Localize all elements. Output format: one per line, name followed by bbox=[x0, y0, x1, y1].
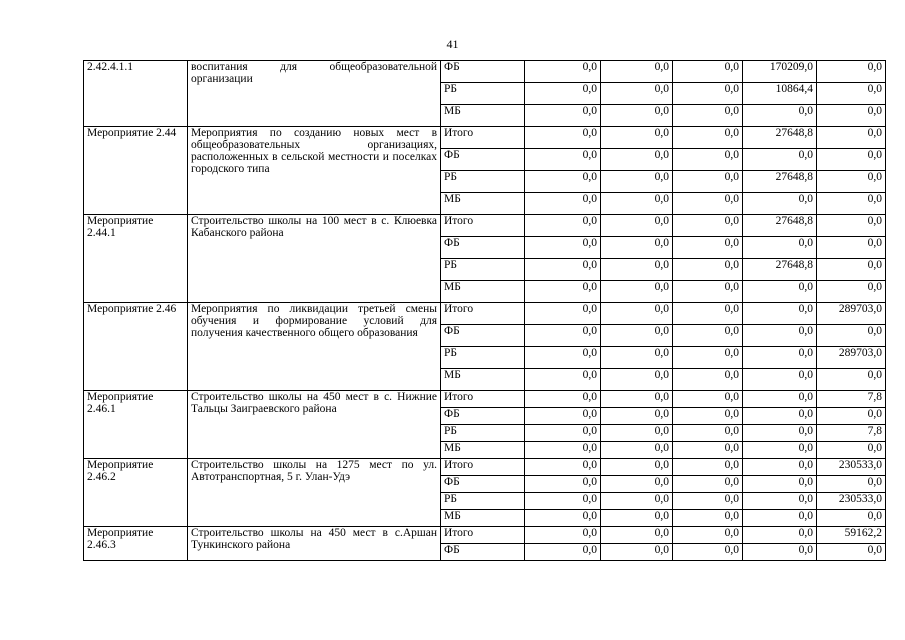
funding-source: МБ bbox=[441, 281, 525, 303]
measure-description: воспитания для общеобразовательной организации bbox=[188, 61, 441, 127]
measure-description: Строительство школы на 1275 мест по ул. Автотранспортная, 5 г. Улан-Удэ bbox=[188, 459, 441, 527]
amount-cell: 0,0 bbox=[743, 281, 817, 303]
table-row bbox=[84, 527, 886, 544]
amount-cell: 0,0 bbox=[743, 325, 817, 347]
amount-cell: 0,0 bbox=[673, 476, 743, 493]
amount-cell: 0,0 bbox=[525, 127, 601, 149]
amount-cell: 0,0 bbox=[601, 127, 673, 149]
funding-source: Итого bbox=[441, 527, 525, 544]
amount-cell: 27648,8 bbox=[743, 127, 817, 149]
amount-cell: 0,0 bbox=[817, 215, 886, 237]
amount-cell: 0,0 bbox=[525, 61, 601, 83]
amount-cell: 0,0 bbox=[673, 61, 743, 83]
amount-cell: 27648,8 bbox=[743, 171, 817, 193]
amount-cell: 0,0 bbox=[525, 459, 601, 476]
funding-source: Итого bbox=[441, 459, 525, 476]
funding-source: РБ bbox=[441, 493, 525, 510]
amount-cell: 0,0 bbox=[743, 527, 817, 544]
funding-source: ФБ bbox=[441, 149, 525, 171]
amount-cell: 0,0 bbox=[525, 527, 601, 544]
amount-cell: 0,0 bbox=[673, 493, 743, 510]
amount-cell: 0,0 bbox=[673, 408, 743, 425]
amount-cell: 0,0 bbox=[601, 527, 673, 544]
funding-source: ФБ bbox=[441, 237, 525, 259]
amount-cell: 0,0 bbox=[743, 510, 817, 527]
funding-source: РБ bbox=[441, 425, 525, 442]
amount-cell: 0,0 bbox=[743, 193, 817, 215]
measure-code: Мероприятие 2.46.1 bbox=[84, 391, 188, 459]
amount-cell: 0,0 bbox=[601, 171, 673, 193]
amount-cell: 27648,8 bbox=[743, 259, 817, 281]
amount-cell: 0,0 bbox=[601, 61, 673, 83]
measure-code: Мероприятие 2.44.1 bbox=[84, 215, 188, 303]
amount-cell: 0,0 bbox=[601, 369, 673, 391]
amount-cell: 0,0 bbox=[525, 510, 601, 527]
funding-source: ФБ bbox=[441, 325, 525, 347]
funding-source: Итого bbox=[441, 215, 525, 237]
amount-cell: 0,0 bbox=[673, 171, 743, 193]
amount-cell: 0,0 bbox=[817, 259, 886, 281]
amount-cell: 0,0 bbox=[673, 459, 743, 476]
amount-cell: 0,0 bbox=[673, 510, 743, 527]
amount-cell: 0,0 bbox=[525, 281, 601, 303]
amount-cell: 0,0 bbox=[743, 442, 817, 459]
amount-cell: 0,0 bbox=[601, 347, 673, 369]
funding-source: Итого bbox=[441, 391, 525, 408]
amount-cell: 0,0 bbox=[743, 369, 817, 391]
funding-source: ФБ bbox=[441, 61, 525, 83]
amount-cell: 0,0 bbox=[743, 459, 817, 476]
amount-cell: 0,0 bbox=[743, 425, 817, 442]
amount-cell: 0,0 bbox=[601, 425, 673, 442]
amount-cell: 0,0 bbox=[817, 281, 886, 303]
amount-cell: 0,0 bbox=[673, 527, 743, 544]
funding-source: МБ bbox=[441, 369, 525, 391]
amount-cell: 7,8 bbox=[817, 391, 886, 408]
measure-description: Строительство школы на 450 мест в с.Аршан Тункинского района bbox=[188, 527, 441, 561]
amount-cell: 0,0 bbox=[743, 303, 817, 325]
amount-cell: 0,0 bbox=[525, 105, 601, 127]
amount-cell: 0,0 bbox=[525, 442, 601, 459]
amount-cell: 0,0 bbox=[673, 215, 743, 237]
amount-cell: 0,0 bbox=[817, 171, 886, 193]
funding-source: МБ bbox=[441, 442, 525, 459]
amount-cell: 0,0 bbox=[601, 149, 673, 171]
amount-cell: 0,0 bbox=[525, 425, 601, 442]
amount-cell: 0,0 bbox=[525, 303, 601, 325]
amount-cell: 0,0 bbox=[525, 237, 601, 259]
amount-cell: 0,0 bbox=[601, 391, 673, 408]
amount-cell: 0,0 bbox=[601, 259, 673, 281]
amount-cell: 59162,2 bbox=[817, 527, 886, 544]
amount-cell: 7,8 bbox=[817, 425, 886, 442]
amount-cell: 0,0 bbox=[525, 83, 601, 105]
amount-cell: 0,0 bbox=[817, 61, 886, 83]
amount-cell: 0,0 bbox=[525, 171, 601, 193]
amount-cell: 0,0 bbox=[525, 391, 601, 408]
measure-description: Мероприятия по созданию новых мест в общеобразовательных организациях, расположенных в сельской местности и поселках городского типа bbox=[188, 127, 441, 215]
amount-cell: 0,0 bbox=[525, 215, 601, 237]
table-row bbox=[84, 459, 886, 476]
amount-cell: 0,0 bbox=[743, 105, 817, 127]
table-row bbox=[84, 303, 886, 325]
amount-cell: 0,0 bbox=[525, 347, 601, 369]
measure-description: Строительство школы на 100 мест в с. Клюевка Кабанского района bbox=[188, 215, 441, 303]
amount-cell: 0,0 bbox=[601, 476, 673, 493]
measure-code: Мероприятие 2.46.2 bbox=[84, 459, 188, 527]
amount-cell: 289703,0 bbox=[817, 303, 886, 325]
measure-code: Мероприятие 2.44 bbox=[84, 127, 188, 215]
amount-cell: 0,0 bbox=[673, 127, 743, 149]
amount-cell: 0,0 bbox=[601, 193, 673, 215]
amount-cell: 0,0 bbox=[601, 281, 673, 303]
amount-cell: 0,0 bbox=[601, 105, 673, 127]
table-row bbox=[84, 127, 886, 149]
amount-cell: 0,0 bbox=[817, 442, 886, 459]
funding-source: ФБ bbox=[441, 408, 525, 425]
amount-cell: 0,0 bbox=[673, 347, 743, 369]
amount-cell: 0,0 bbox=[743, 544, 817, 561]
amount-cell: 0,0 bbox=[525, 493, 601, 510]
amount-cell: 0,0 bbox=[743, 237, 817, 259]
amount-cell: 0,0 bbox=[673, 442, 743, 459]
amount-cell: 0,0 bbox=[817, 105, 886, 127]
amount-cell: 10864,4 bbox=[743, 83, 817, 105]
amount-cell: 0,0 bbox=[743, 476, 817, 493]
amount-cell: 289703,0 bbox=[817, 347, 886, 369]
amount-cell: 0,0 bbox=[817, 193, 886, 215]
amount-cell: 0,0 bbox=[525, 259, 601, 281]
budget-table bbox=[83, 60, 886, 561]
amount-cell: 0,0 bbox=[673, 544, 743, 561]
amount-cell: 0,0 bbox=[601, 493, 673, 510]
amount-cell: 170209,0 bbox=[743, 61, 817, 83]
amount-cell: 0,0 bbox=[743, 391, 817, 408]
table-row bbox=[84, 391, 886, 408]
amount-cell: 0,0 bbox=[817, 510, 886, 527]
amount-cell: 0,0 bbox=[673, 105, 743, 127]
amount-cell: 0,0 bbox=[743, 408, 817, 425]
amount-cell: 0,0 bbox=[525, 369, 601, 391]
amount-cell: 0,0 bbox=[817, 237, 886, 259]
amount-cell: 0,0 bbox=[673, 325, 743, 347]
amount-cell: 230533,0 bbox=[817, 493, 886, 510]
amount-cell: 0,0 bbox=[601, 442, 673, 459]
amount-cell: 0,0 bbox=[525, 149, 601, 171]
amount-cell: 0,0 bbox=[817, 127, 886, 149]
amount-cell: 0,0 bbox=[601, 510, 673, 527]
page-number: 41 bbox=[446, 37, 459, 51]
amount-cell: 230533,0 bbox=[817, 459, 886, 476]
amount-cell: 0,0 bbox=[673, 281, 743, 303]
measure-description: Строительство школы на 450 мест в с. Нижние Тальцы Заиграевского района bbox=[188, 391, 441, 459]
amount-cell: 0,0 bbox=[673, 369, 743, 391]
measure-code: Мероприятие 2.46.3 bbox=[84, 527, 188, 561]
amount-cell: 0,0 bbox=[743, 149, 817, 171]
amount-cell: 0,0 bbox=[525, 544, 601, 561]
amount-cell: 0,0 bbox=[817, 408, 886, 425]
amount-cell: 0,0 bbox=[525, 325, 601, 347]
amount-cell: 0,0 bbox=[601, 237, 673, 259]
funding-source: МБ bbox=[441, 105, 525, 127]
amount-cell: 0,0 bbox=[525, 193, 601, 215]
amount-cell: 0,0 bbox=[601, 303, 673, 325]
amount-cell: 0,0 bbox=[743, 493, 817, 510]
amount-cell: 0,0 bbox=[673, 237, 743, 259]
amount-cell: 0,0 bbox=[673, 83, 743, 105]
funding-source: РБ bbox=[441, 259, 525, 281]
amount-cell: 0,0 bbox=[525, 476, 601, 493]
amount-cell: 0,0 bbox=[743, 347, 817, 369]
amount-cell: 0,0 bbox=[817, 544, 886, 561]
funding-source: Итого bbox=[441, 303, 525, 325]
table-row bbox=[84, 61, 886, 83]
amount-cell: 27648,8 bbox=[743, 215, 817, 237]
amount-cell: 0,0 bbox=[817, 83, 886, 105]
amount-cell: 0,0 bbox=[601, 83, 673, 105]
measure-description: Мероприятия по ликвидации третьей смены обучения и формирование условий для получения качественного общего образования bbox=[188, 303, 441, 391]
amount-cell: 0,0 bbox=[601, 325, 673, 347]
amount-cell: 0,0 bbox=[601, 215, 673, 237]
funding-source: ФБ bbox=[441, 476, 525, 493]
amount-cell: 0,0 bbox=[817, 369, 886, 391]
measure-code: Мероприятие 2.46 bbox=[84, 303, 188, 391]
amount-cell: 0,0 bbox=[601, 408, 673, 425]
funding-source: РБ bbox=[441, 171, 525, 193]
amount-cell: 0,0 bbox=[673, 149, 743, 171]
table-row bbox=[84, 215, 886, 237]
amount-cell: 0,0 bbox=[673, 425, 743, 442]
funding-source: РБ bbox=[441, 83, 525, 105]
amount-cell: 0,0 bbox=[817, 476, 886, 493]
amount-cell: 0,0 bbox=[673, 193, 743, 215]
funding-source: РБ bbox=[441, 347, 525, 369]
funding-source: ФБ bbox=[441, 544, 525, 561]
amount-cell: 0,0 bbox=[525, 408, 601, 425]
measure-code: 2.42.4.1.1 bbox=[84, 61, 188, 127]
amount-cell: 0,0 bbox=[601, 544, 673, 561]
funding-source: Итого bbox=[441, 127, 525, 149]
amount-cell: 0,0 bbox=[817, 149, 886, 171]
funding-source: МБ bbox=[441, 510, 525, 527]
amount-cell: 0,0 bbox=[601, 459, 673, 476]
amount-cell: 0,0 bbox=[673, 259, 743, 281]
amount-cell: 0,0 bbox=[673, 303, 743, 325]
amount-cell: 0,0 bbox=[673, 391, 743, 408]
funding-source: МБ bbox=[441, 193, 525, 215]
amount-cell: 0,0 bbox=[817, 325, 886, 347]
